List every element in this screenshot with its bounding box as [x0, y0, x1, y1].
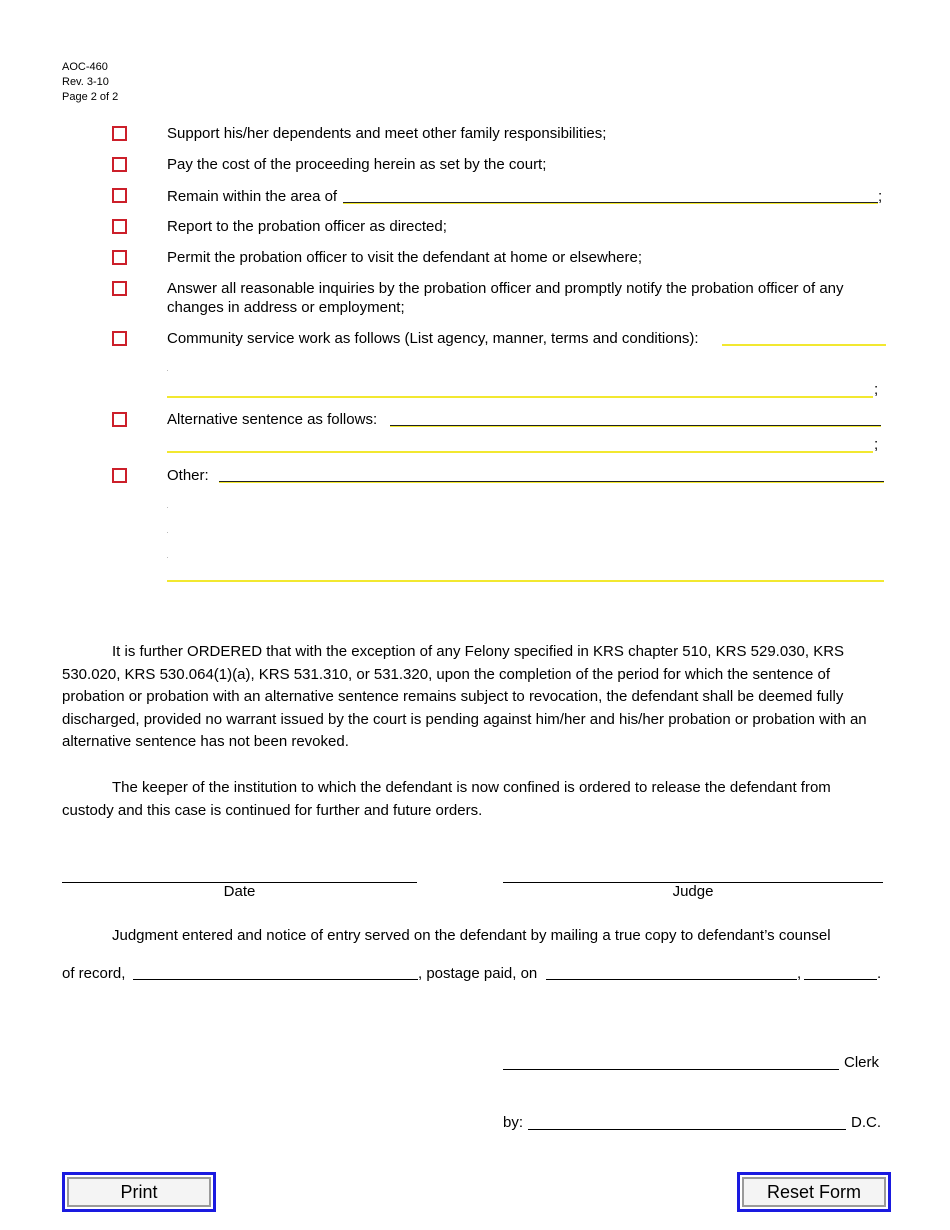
judgment-text: Judgment entered and notice of entry served on the defendant by mailing a true copy to defendant’s counsel — [112, 927, 831, 944]
alternative-sentence-semicolon: ; — [874, 436, 879, 453]
date-comma: , — [797, 965, 802, 982]
form-revision: Rev. 3-10 — [62, 76, 109, 88]
other-label: Other: — [167, 467, 209, 484]
alternative-sentence-field-line2[interactable] — [167, 451, 873, 453]
page-number: Page 2 of 2 — [62, 91, 119, 103]
counsel-name-field[interactable] — [133, 979, 418, 980]
permit-visit-label: Permit the probation officer to visit the defendant at home or elsewhere; — [167, 249, 642, 266]
answer-inquiries-label: Answer all reasonable inquiries by the probation officer and promptly notify the probation officer of any changes in address or employment; — [167, 280, 844, 316]
mailing-date-field[interactable] — [546, 979, 797, 980]
pay-cost-checkbox[interactable] — [112, 157, 127, 172]
mailing-year-field[interactable] — [804, 979, 877, 980]
support-checkbox[interactable] — [112, 126, 127, 141]
alternative-sentence-field[interactable] — [390, 425, 881, 427]
print-button-label: Print — [67, 1177, 211, 1207]
alternative-sentence-checkbox[interactable] — [112, 412, 127, 427]
remain-area-checkbox[interactable] — [112, 188, 127, 203]
form-number: AOC-460 — [62, 61, 108, 73]
community-service-checkbox[interactable] — [112, 331, 127, 346]
form-field-marker — [167, 370, 168, 371]
judgment-period: . — [877, 965, 882, 982]
date-label: Date — [223, 883, 256, 900]
form-field-marker — [167, 557, 168, 558]
clerk-signature-field[interactable] — [503, 1069, 839, 1070]
other-checkbox[interactable] — [112, 468, 127, 483]
other-field[interactable] — [219, 481, 884, 483]
keeper-paragraph: The keeper of the institution to which the defendant is now confined is ordered to release the defendant from custody and this case is continued for further and future orders. — [62, 779, 831, 819]
report-checkbox[interactable] — [112, 219, 127, 234]
remain-area-field[interactable] — [343, 202, 878, 204]
form-header — [62, 60, 118, 105]
community-service-field[interactable] — [722, 344, 886, 346]
form-field-marker — [167, 507, 168, 508]
of-record-label: of record, — [62, 965, 126, 982]
form-field-marker — [167, 532, 168, 533]
pay-cost-label: Pay the cost of the proceeding herein as set by the court; — [167, 156, 547, 173]
judge-label: Judge — [672, 883, 714, 900]
reset-form-button[interactable] — [737, 1172, 891, 1212]
clerk-label: Clerk — [844, 1054, 880, 1071]
remain-area-semicolon: ; — [878, 188, 883, 205]
community-service-field-line2[interactable] — [167, 396, 873, 398]
postage-label: , postage paid, on — [418, 965, 538, 982]
remain-area-label: Remain within the area of — [167, 188, 338, 205]
answer-inquiries-checkbox[interactable] — [112, 281, 127, 296]
community-service-label: Community service work as follows (List agency, manner, terms and conditions): — [167, 330, 699, 347]
by-label: by: — [503, 1114, 524, 1131]
ordered-paragraph: It is further ORDERED that with the exception of any Felony specified in KRS chapter 510, KRS 529.030, KRS 530.020, KRS 530.064(1)(a), KRS 531.310, or 531.320, upon the completion of the period for which the sentence of probation or probation with an alternative sentence remains subject to revocation, the defendant shall be deemed fully discharged, provided no warrant issued by the court is pending against him/her and his/her probation or probation with an alternative sentence has not been revoked. — [62, 643, 867, 750]
permit-visit-checkbox[interactable] — [112, 250, 127, 265]
community-service-semicolon: ; — [874, 381, 879, 398]
reset-form-button-label: Reset Form — [742, 1177, 886, 1207]
deputy-clerk-signature-field[interactable] — [528, 1129, 846, 1130]
report-label: Report to the probation officer as directed; — [167, 218, 447, 235]
print-button[interactable] — [62, 1172, 216, 1212]
dc-label: D.C. — [851, 1114, 881, 1131]
support-label: Support his/her dependents and meet other family responsibilities; — [167, 125, 607, 142]
alternative-sentence-label: Alternative sentence as follows: — [167, 411, 378, 428]
other-field-line2[interactable] — [167, 580, 884, 582]
